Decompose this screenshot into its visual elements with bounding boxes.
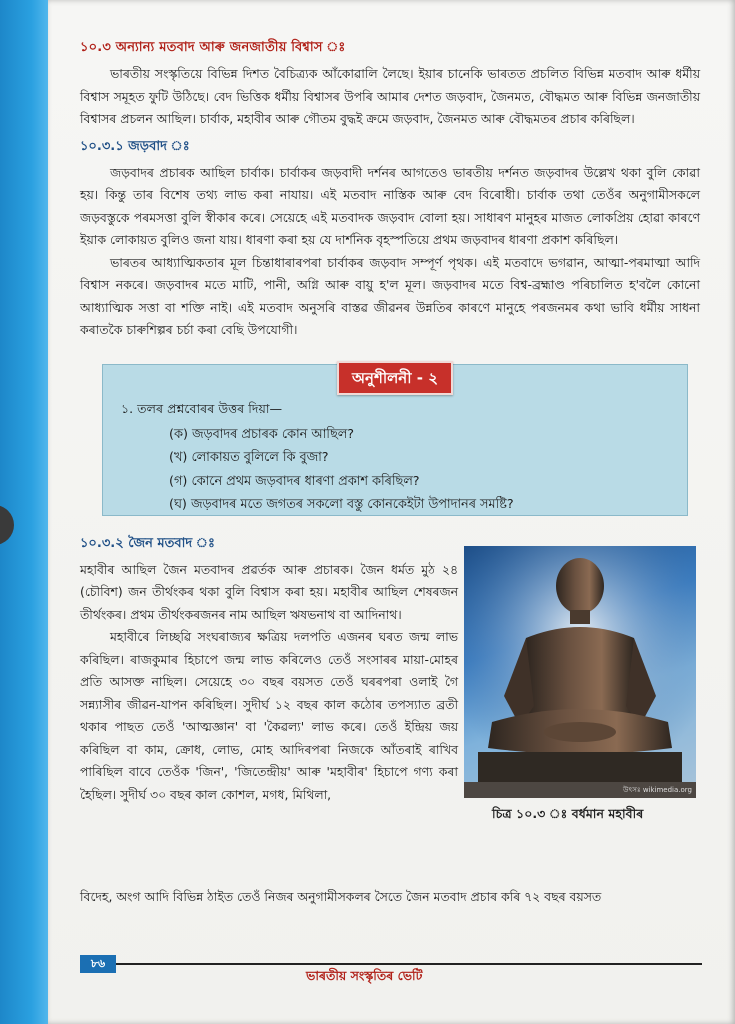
figure-credit: উৎসঃ wikimedia.org [623,785,692,794]
jain-paragraph-1: মহাবীৰ আছিল জৈন মতবাদৰ প্ৰৱৰ্তক আৰু প্ৰচাৰক। জৈন ধৰ্মত মুঠ ২৪ (চৌবিশ) জন তীৰ্থংকৰ থকা বুলি বিশ্বাস কৰা হয়। মহাবীৰ আছিল শেষৰজন তীৰ্থংকৰ। প্ৰথম তীৰ্থংকৰজনৰ নাম আছিল ঋষভনাথ বা আদিনাথ। [80,561,458,622]
jain-continuation-line: বিদেহ, অংগ আদি বিভিন্ন ঠাইত তেওঁ নিজৰ অনুগামীসকলৰ সৈতে জৈন মতবাদ প্ৰচাৰ কৰি ৭২ বছৰ বয়সত [80,888,602,904]
jain-section [80,534,700,914]
exercise-intro: ১. তলৰ প্ৰশ্নবোৰৰ উত্তৰ দিয়া— [121,400,283,416]
statue-illustration [464,546,696,798]
exercise-question: (খ) লোকায়ত বুলিলে কি বুজা? [169,450,329,465]
jorbad-paragraph-1: জড়বাদৰ প্ৰচাৰক আছিল চাৰ্বাক। চাৰ্বাকৰ জড়বাদী দৰ্শনৰ আগতেও ভাৰতীয় দৰ্শনত জড়বাদৰ উল্লেখ থকা বুলি কোৱা হয়। কিন্তু তাৰ বিশেষ তথ্য লাভ কৰা নাযায়। এই মতবাদ নাস্তিক আৰু বেদ বিৰোধী। চাৰ্বাক তথা তেওঁৰ অনুগামীসকলে জড়বস্তুকে পৰমসত্তা বুলি স্বীকাৰ কৰে। সেয়েহে এই মতবাদক জড়বাদ বোলা হয়। সাধাৰণ মানুহৰ মাজত লোকপ্ৰিয় হোৱা কাৰণে ইয়াক লোকায়ত বুলিও জনা যায়। ধাৰণা কৰা হয় যে দাৰ্শনিক বৃহস্পতিয়ে প্ৰথম জড়বাদৰ ধাৰণা প্ৰকাশ কৰিছিল। [80,164,700,247]
jain-paragraph-2: মহাবীৰে লিচ্ছৱি সংঘৰাজ্যৰ ক্ষত্ৰিয় দলপতি এজনৰ ঘৰত জন্ম লাভ কৰিছিল। ৰাজকুমাৰ হিচাপে জন্ম লাভ কৰিলেও তেওঁ সংসাৰৰ মায়া-মোহৰ প্ৰতি আসক্ত নাছিল। সেয়েহে ৩০ বছৰ বয়সত তেওঁ ঘৰৰপৰা ওলাই গৈ সন্ন্যাসীৰ জীৱন-যাপন কৰিছিল। সুদীৰ্ঘ ১২ বছৰ কাল কঠোৰ তপস্যাত ব্ৰতী থকাৰ পাছত তেওঁ 'আত্মজ্ঞান' বা 'কৈৱল্য' লাভ কৰে। তেওঁ ইন্দ্ৰিয় জয় কৰিছিল বা কাম, ক্ৰোধ, লোভ, মোহ আদিৰপৰা নিজকে আঁতৰাই ৰাখিব পাৰিছিল বাবে তেওঁক 'জিন', 'জিতেন্দ্ৰীয়' আৰু 'মহাবীৰ' হিচাপে গণ্য কৰা হৈছিল। সুদীৰ্ঘ ৩০ বছৰ কাল কোশল, মগধ, মিথিলা, [80,629,458,802]
exercise-box [102,364,688,516]
jain-heading: ১০.৩.২ জৈন মতবাদ ঃ [80,535,215,551]
jain-text-column [80,559,458,807]
book-spine [0,0,52,1024]
binding-notch [0,505,14,545]
textbook-page [48,0,735,1024]
footer-book-title: ভাৰতীয় সংস্কৃতিৰ ভেটি [306,968,423,983]
mahavira-statue-image [464,546,696,798]
section-heading: ১০.৩ অন্যান্য মতবাদ আৰু জনজাতীয় বিশ্বাস ঃ [80,40,346,55]
section-intro-paragraph: ভাৰতীয় সংস্কৃতিয়ে বিভিন্ন দিশত বৈচিত্ৰ্যক আঁকোৱালি লৈছে। ইয়াৰ চানেকি ভাৰতত প্ৰচলিত বিভিন্ন মতবাদ আৰু ধৰ্মীয় বিশ্বাস সমূহত ফুটি উঠিছে। বেদ ভিত্তিক ধৰ্মীয় বিশ্বাসৰ উপৰি আমাৰ দেশত জড়বাদ, জৈনমত, বৌদ্ধমত আৰু বিভিন্ন জনজাতীয় বিশ্বাসৰ প্ৰচলন আছিল। চাৰ্বাক, মহাবীৰ আৰু গৌতম বুদ্ধই ক্ৰমে জড়বাদ, জৈনমত আৰু বৌদ্ধমতৰ প্ৰচাৰ কৰিছিল। [80,66,700,126]
exercise-questions [169,423,514,517]
jorbad-paragraph-2: ভাৰতৰ আধ্যাত্মিকতাৰ মূল চিন্তাধাৰাৰপৰা চাৰ্বাকৰ জড়বাদ সম্পূৰ্ণ পৃথক। এই মতবাদে ভগৱান, আত্মা-পৰমাত্মা আদি বিশ্বাস নকৰে। জড়বাদৰ মতে মাটি, পানী, অগ্নি আৰু বায়ু হ'ল মূল। জড়বাদৰ মতে বিশ্ব-ব্ৰহ্মাণ্ড পৰিচালিত হ'বলৈ কোনো আধ্যাত্মিক সত্তা বা শক্তি নাই। এই মতবাদ অনুসৰি বাস্তৱ জীৱনৰ উন্নতিৰ কাৰণে মানুহে পৰজনমৰ কথা ভাবি ধৰ্মীয় সাধনা কৰাতকৈ চাৰুশিল্পৰ চৰ্চা কৰা বেছি উপযোগী। [80,254,700,337]
figure-caption: চিত্ৰ ১০.৩ ঃ বৰ্ধমান মহাবীৰ [492,805,644,821]
page-content [80,38,700,914]
exercise-question: (ঘ) জড়বাদৰ মতে জগতৰ সকলো বস্তু কোনকেইটা উপাদানৰ সমষ্টি? [169,497,514,512]
exercise-title: অনুশীলনী - ২ [337,361,453,395]
footer-divider [80,963,702,965]
exercise-question: (গ) কোনে প্ৰথম জড়বাদৰ ধাৰণা প্ৰকাশ কৰিছিল? [169,473,420,489]
page-number: ৮৬ [80,955,116,973]
jorbad-heading: ১০.৩.১ জড়বাদ ঃ [80,138,190,154]
exercise-question: (ক) জড়বাদৰ প্ৰচাৰক কোন আছিল? [169,426,355,442]
